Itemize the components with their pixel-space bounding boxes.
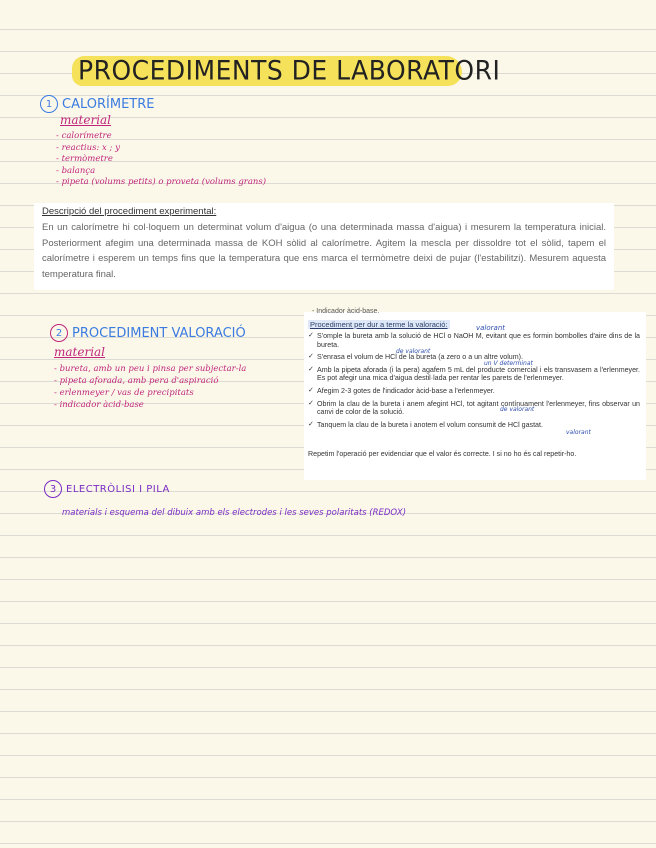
handwritten-annotation: de valorant: [396, 348, 431, 355]
section-1-number: 1: [40, 95, 58, 113]
list-item: - pipeta (volums petits) o proveta (volums grans): [56, 177, 267, 187]
handwritten-annotation: valorant: [566, 429, 591, 436]
list-item: ✓ Obrim la clau de la bureta i anem afegint HCl, tot agitant contínuament l'erlenmeyer, fins observar un canvi de color de la solució.: [308, 399, 640, 417]
page-title: PROCEDIMENTS DE LABORATORI: [78, 55, 501, 86]
check-icon: ✓: [308, 332, 314, 339]
repeat-note: Repetim l'operació per evidenciar que el valor és correcte. I si no ho és cal repetir-ho.: [308, 450, 577, 458]
handwritten-annotation: un V determinat: [484, 360, 533, 367]
list-item: - calorímetre: [56, 131, 112, 141]
list-item: ✓ Afegim 2-3 gotes de l'indicador àcid-base a l'erlenmeyer.: [308, 386, 495, 395]
section-1-title: CALORÍMETRE: [62, 96, 155, 112]
list-item: - reactius: x ; y: [56, 142, 120, 153]
procedure-description-heading: Descripció del procediment experimental:: [42, 206, 217, 217]
section-2-material-list: [54, 363, 246, 411]
check-icon: ✓: [308, 386, 314, 394]
section-1-heading: [40, 95, 154, 113]
section-1-material-list: [56, 131, 266, 189]
list-item: - erlenmeyer / vas de precipitats: [54, 388, 194, 398]
section-3-title: ELECTRÒLISI I PILA: [66, 483, 170, 495]
card-top-cut-text: - Indicador àcid-base.: [312, 308, 380, 315]
check-icon: ✓: [308, 353, 314, 361]
section-2-material-label: material: [54, 345, 106, 359]
section-3-note: materials i esquema del dibuix amb els electrodes i les seves polaritats (REDOX): [62, 508, 407, 518]
check-icon: ✓: [308, 420, 314, 428]
list-item: ✓ S'enrasa el volum de HCl de la bureta (a zero o a un altre volum).: [308, 353, 523, 362]
list-item: - indicador àcid-base: [54, 400, 144, 410]
section-2-title: PROCEDIMENT VALORACIÓ: [72, 325, 246, 341]
check-icon: ✓: [308, 365, 314, 373]
list-item: - balança: [56, 165, 96, 176]
titration-procedure-heading: Procediment per dur a terme la valoració:: [310, 320, 448, 329]
list-item: ✓ S'omple la bureta amb la solució de HCl o NaOH M, evitant que es formin bombolles d'aire dins de la bureta.: [308, 332, 640, 349]
handwritten-annotation: valorant: [476, 324, 506, 332]
titration-steps: [308, 332, 640, 433]
titration-procedure-card: [304, 308, 646, 480]
procedure-description-card: [34, 203, 614, 290]
list-item: - termòmetre: [56, 154, 113, 164]
section-2-number: 2: [50, 324, 68, 342]
section-1-material-label: material: [60, 113, 112, 127]
list-item: - bureta, amb un peu i pinsa per subjectar-la: [54, 364, 247, 374]
procedure-description-text: En un calorímetre hi col·loquem un determinat volum d'aigua (o una determinada massa d'aigua) i mesurem la temperatura inicial. Posteriorment afegim una determinada massa de KOH sòlid al calorímetre. Agitem la mescla per dissoldre tot el sòlid, tapem el calorímetre i esperem un temps fins que la temperatura que ens marca el termòmetre deixi de pujar (l'estabilitzi). Mesurem aquesta temperatura final.: [42, 222, 606, 280]
section-2-heading: [50, 324, 246, 342]
list-item: ✓ Tanquem la clau de la bureta i anotem el volum consumit de HCl gastat.: [308, 420, 543, 429]
list-item: ✓ Amb la pipeta aforada (i la pera) agafem 5 mL del producte comercial i els transvasem a l'erlenmeyer. Es pot afegir una mica d'aigua destil·lada per rentar les parets de l'erlenmeyer.: [308, 365, 640, 383]
check-icon: ✓: [308, 399, 314, 407]
handwritten-annotation: de valorant: [500, 406, 535, 413]
section-3-number: 3: [44, 480, 62, 498]
list-item: - pipeta aforada, amb pera d'aspiració: [54, 376, 219, 386]
section-3-heading: [44, 480, 170, 498]
